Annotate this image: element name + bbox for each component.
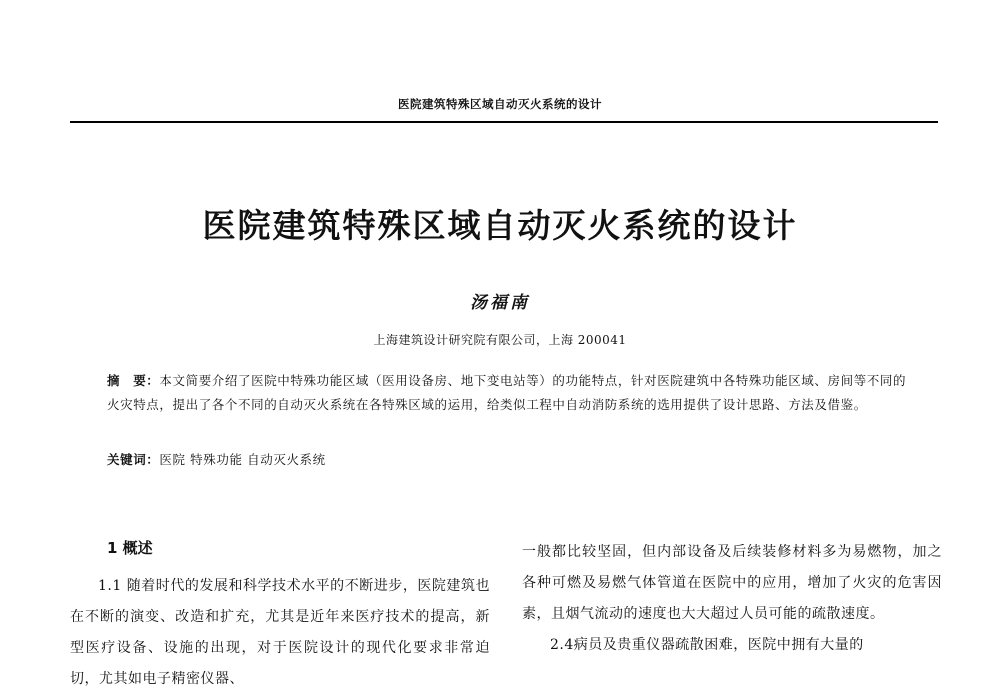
body-paragraph: 2.4病员及贵重仪器疏散困难，医院中拥有大量的 [550,637,864,653]
section-heading: 1 概述 [107,539,153,557]
body-paragraph: 一般都比较坚固，但内部设备及后续装修材料多为易燃物，加之各种可燃及易燃气体管道在医院中的应用，增加了火灾的危害因素，且烟气流动的速度也大大超过人员可能的疏散速度。 [522,544,942,622]
abstract-text: 本文简要介绍了医院中特殊功能区域（医用设备房、地下变电站等）的功能特点，针对医院建筑中各特殊功能区域、房间等不同的火灾特点，提出了各个不同的自动灭火系统在各特殊区域的运用，给类似工程中自动消防系统的选用提供了设计思路、方法及借鉴。 [107,373,907,412]
right-column [522,537,942,661]
abstract-label: 摘 要： [107,373,160,388]
keywords-text: 医院 特殊功能 自动灭火系统 [159,452,326,467]
keywords-label: 关键词： [107,452,160,467]
header-rule [70,121,938,123]
body-paragraph: 1.1 随着时代的发展和科学技术水平的不断进步，医院建筑也在不断的演变、改造和扩充，尤其是近年来医疗技术的提高，新型医疗设备、设施的出现，对于医院设计的现代化要求非常迫切，尤其如电子精密仪器、 [70,578,490,687]
affiliation: 上海建筑设计研究院有限公司，上海 200041 [373,333,627,347]
author-name: 汤福南 [470,293,530,313]
paper-title: 医院建筑特殊区域自动灭火系统的设计 [202,206,798,245]
left-column [70,537,490,695]
running-head: 医院建筑特殊区域自动灭火系统的设计 [398,97,602,111]
keywords [107,449,907,471]
abstract [107,369,907,417]
